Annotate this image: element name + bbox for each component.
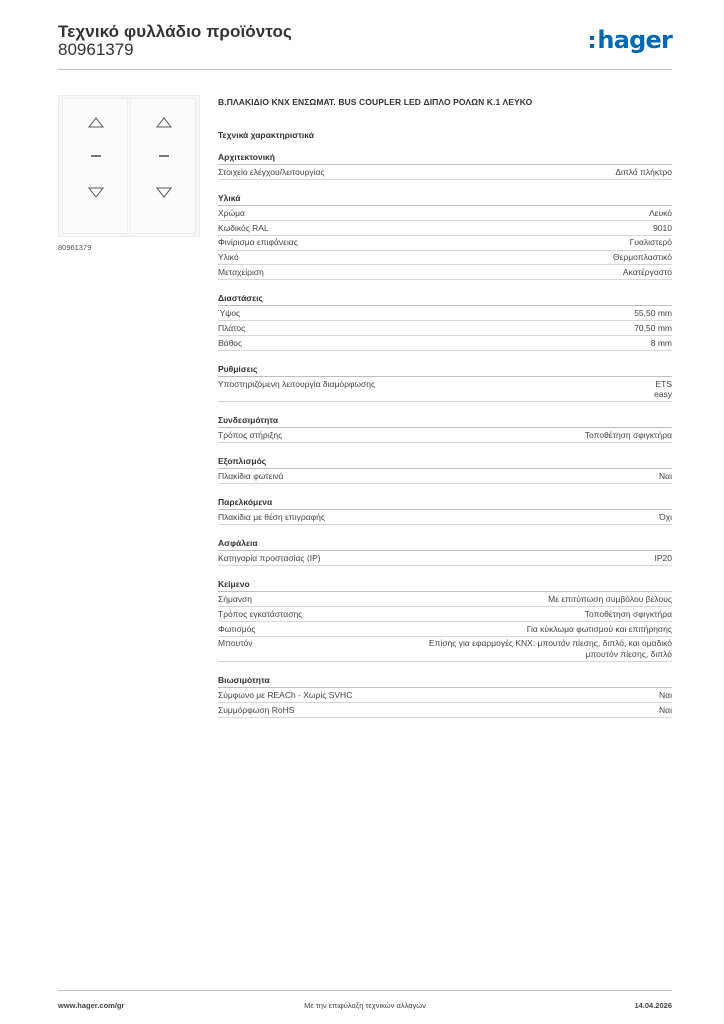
spec-value: Λευκό <box>649 207 672 218</box>
spec-key: Φινίρισμα επιφάνειας <box>218 237 298 248</box>
spec-value: 55,50 mm <box>634 308 672 319</box>
triangle-down-icon <box>89 188 103 197</box>
spec-value: 70,50 mm <box>634 323 672 334</box>
spec-group <box>218 495 672 525</box>
spec-key: Φωτισμός <box>218 623 256 634</box>
section-label: Τεχνικά χαρακτηριστικά <box>218 130 314 140</box>
spec-row <box>218 221 672 236</box>
spec-key: Υποστηριζόμενη λειτουργία διαμόρφωσης <box>218 378 376 389</box>
spec-group <box>218 362 672 402</box>
product-image <box>58 95 200 237</box>
spec-row <box>218 637 672 662</box>
product-name: Β.ΠΛΑΚΙΔΙΟ KNX ΕΝΣΩΜΑΤ. BUS COUPLER LED ΔΙΠΛΟ ΡΟΛΩΝ Κ.1 ΛΕΥΚΟ <box>218 97 533 107</box>
rocker-right <box>130 98 196 234</box>
document-header <box>58 20 672 70</box>
spec-group <box>218 454 672 484</box>
spec-value: IP20 <box>654 552 672 563</box>
spec-key: Χρώμα <box>218 207 245 218</box>
spec-key: Υλικό <box>218 252 239 263</box>
spec-value: Θερμοπλαστικό <box>612 252 672 263</box>
spec-row <box>218 377 672 402</box>
spec-group <box>218 577 672 662</box>
spec-key: Στοιχείο ελέγχου/λειτουργίας <box>218 166 325 177</box>
spec-group-title: Κείμενο <box>218 577 672 592</box>
spec-key: Βάθος <box>218 337 243 348</box>
spec-key: Σήμανση <box>218 593 253 604</box>
spec-key: Κατηγορία προστασίας (IP) <box>218 552 321 563</box>
footer-url[interactable]: www.hager.com/gr <box>58 1001 125 1010</box>
spec-row <box>218 165 672 180</box>
footer-note: Με την επιφύλαξη τεχνικών αλλαγών <box>304 1001 426 1010</box>
spec-table <box>218 150 672 729</box>
spec-row <box>218 251 672 266</box>
spec-value: Ακατέργαστο <box>622 267 672 278</box>
document-number: 80961379 <box>58 40 134 59</box>
hager-logo[interactable] <box>590 26 672 54</box>
triangle-up-icon <box>157 118 171 127</box>
triangle-up-icon <box>89 118 103 127</box>
spec-row <box>218 622 672 637</box>
spec-value: Επίσης για εφαρμογές KNX: μπουτόν πίεσης, διπλό, και ομαδικό μπουτόν πίεσης, διπλό <box>428 638 672 659</box>
spec-row <box>218 206 672 221</box>
spec-row <box>218 703 672 718</box>
spec-group <box>218 536 672 566</box>
spec-row <box>218 688 672 703</box>
spec-group <box>218 191 672 280</box>
spec-key: Συμμόρφωση RoHS <box>218 704 295 715</box>
spec-value: Όχι <box>659 511 672 522</box>
spec-row <box>218 607 672 622</box>
spec-value: 9010 <box>653 222 672 233</box>
spec-row <box>218 510 672 525</box>
spec-group-title: Διαστάσεις <box>218 291 672 306</box>
spec-group-title: Ασφάλεια <box>218 536 672 551</box>
spec-group-title: Αρχιτεκτονική <box>218 150 672 165</box>
spec-value: Ναι <box>659 689 672 700</box>
spec-value: Ναι <box>659 704 672 715</box>
spec-value: Γυαλιστερό <box>629 237 672 248</box>
rocker-left <box>62 98 128 234</box>
spec-key: Πλακίδια με θέση επιγραφής <box>218 511 325 522</box>
spec-value: Για κύκλωμα φωτισμού και επιτήρησης <box>526 623 672 634</box>
spec-value: Ναι <box>659 471 672 482</box>
spec-key: Πλάτος <box>218 323 246 334</box>
spec-group <box>218 413 672 443</box>
spec-key: Μεταχείριση <box>218 267 264 278</box>
spec-key: Ύψος <box>218 308 241 319</box>
spec-value: 8 mm <box>650 337 672 348</box>
dash-icon <box>159 155 169 157</box>
spec-row <box>218 306 672 321</box>
spec-row <box>218 428 672 443</box>
document-footer <box>58 990 672 1010</box>
spec-key: Κωδικός RAL <box>218 222 269 233</box>
spec-group-title: Ρυθμίσεις <box>218 362 672 377</box>
spec-value: Διπλό πλήκτρο <box>615 166 672 177</box>
spec-row <box>218 236 672 251</box>
spec-value: Με επιτύπωση συμβόλου βέλους <box>548 593 672 604</box>
logo-colon-icon <box>590 33 595 50</box>
logo-text: hager <box>597 26 672 54</box>
spec-value: ETS easy <box>654 378 672 400</box>
spec-key: Μπουτόν <box>218 638 253 649</box>
spec-group-title: Συνδεσιμότητα <box>218 413 672 428</box>
spec-group-title: Υλικά <box>218 191 672 206</box>
dash-icon <box>91 155 101 157</box>
spec-group-title: Εξοπλισμός <box>218 454 672 469</box>
spec-row <box>218 321 672 336</box>
spec-group-title: Βιωσιμότητα <box>218 673 672 688</box>
spec-group-title: Παρελκόμενα <box>218 495 672 510</box>
spec-row <box>218 551 672 566</box>
spec-group <box>218 150 672 180</box>
footer-date: 14.04.2026 <box>634 1001 672 1010</box>
spec-value: Τοποθέτηση σφιγκτήρα <box>584 608 672 619</box>
spec-key: Τρόπος εγκατάστασης <box>218 608 303 619</box>
spec-row <box>218 592 672 607</box>
image-caption: 80961379 <box>58 243 92 252</box>
spec-value: Τοποθέτηση σφιγκτήρα <box>584 430 672 441</box>
spec-key: Πλακίδια φωτεινά <box>218 471 284 482</box>
spec-row <box>218 469 672 484</box>
spec-row <box>218 265 672 280</box>
triangle-down-icon <box>157 188 171 197</box>
spec-group <box>218 291 672 351</box>
spec-group <box>218 673 672 718</box>
document-title: Τεχνικό φυλλάδιο προϊόντος <box>58 22 292 41</box>
spec-row <box>218 336 672 351</box>
spec-key: Σύμφωνο με REACh - Χωρίς SVHC <box>218 689 353 700</box>
spec-key: Τρόπος στήριξης <box>218 430 283 441</box>
